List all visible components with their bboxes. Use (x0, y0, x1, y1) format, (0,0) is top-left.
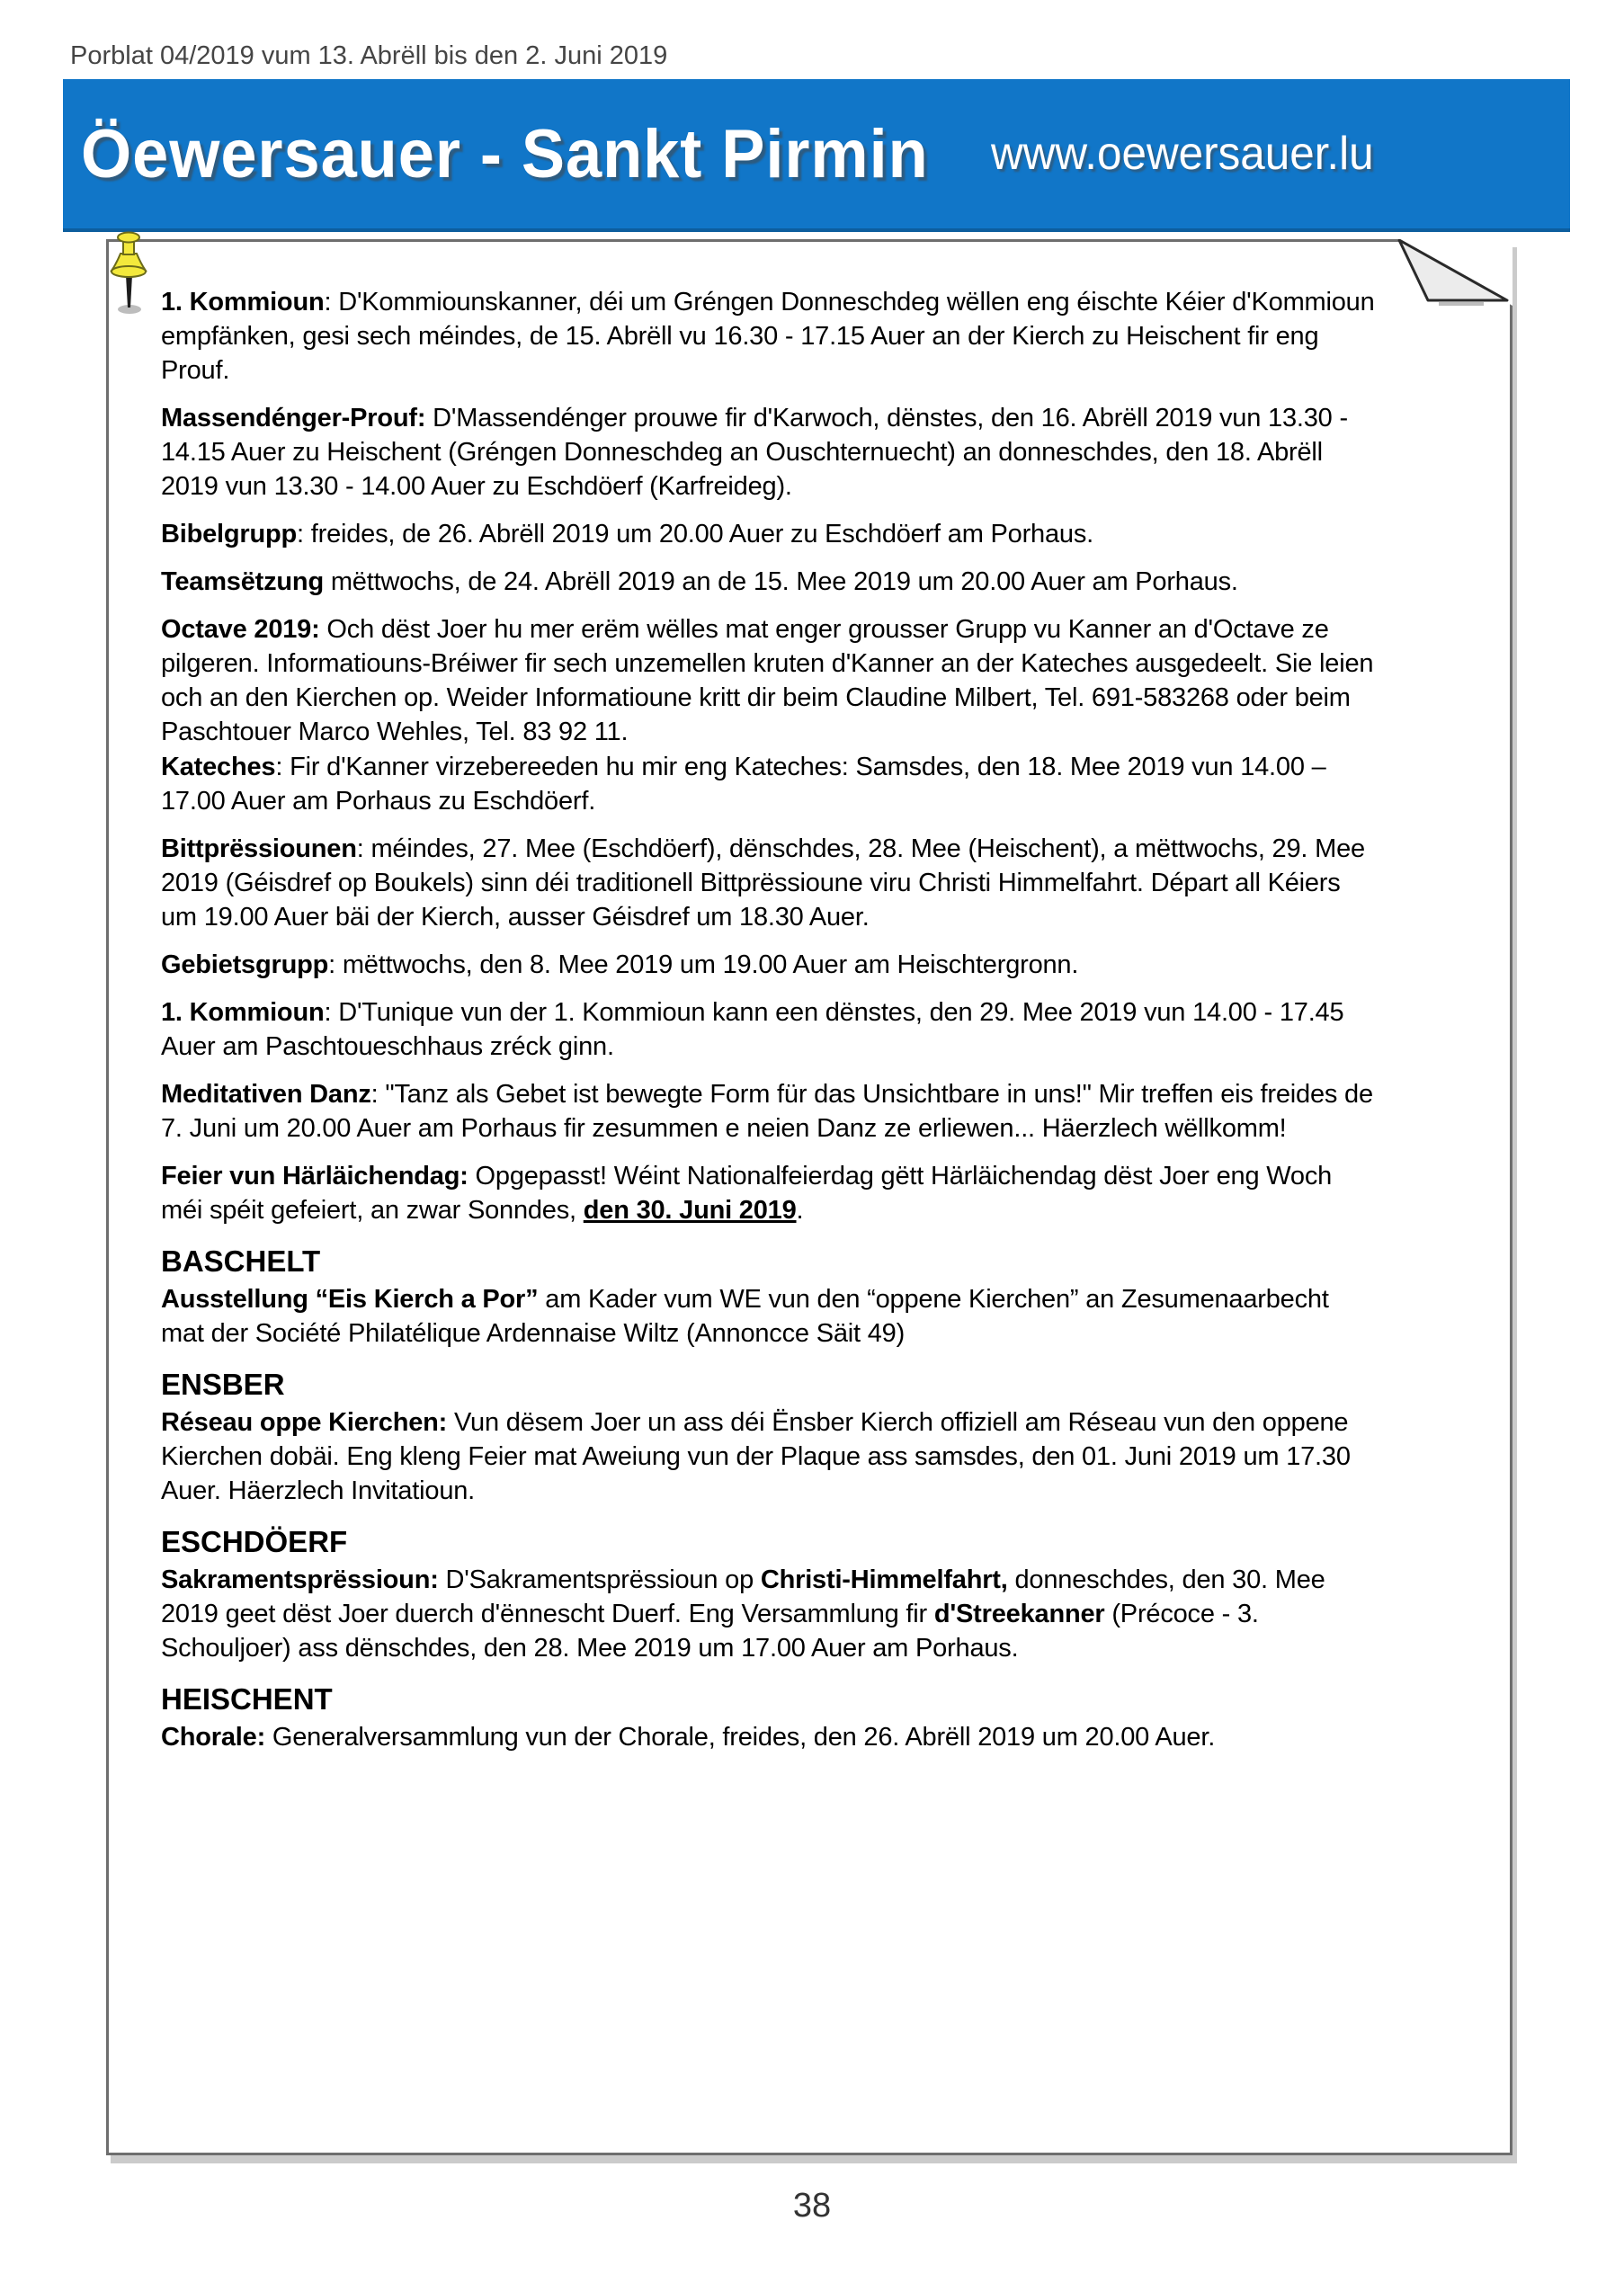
folded-corner-icon (1397, 239, 1512, 306)
parish-banner (63, 79, 1570, 232)
paragraph (161, 285, 1375, 388)
paragraph-label: Bibelgrupp (161, 520, 298, 548)
paragraph-label: Bittprëssiounen (161, 834, 357, 863)
paragraph (161, 401, 1375, 504)
paragraph (161, 750, 1375, 818)
paragraph-text: mëttwochs, de 24. Abrëll 2019 an de 15. Mee 2019 um 20.00 Auer am Porhaus. (323, 567, 1238, 596)
bulletin-header: Porblat 04/2019 vum 13. Abrëll bis den 2. Juni 2019 (70, 41, 668, 70)
announcements-note (106, 239, 1512, 2155)
paragraph-label: Meditativen Danz (161, 1080, 371, 1109)
paragraph (161, 948, 1375, 982)
parish-banner-title: Öewersauer - Sankt Pirmin (81, 115, 929, 192)
paragraph (161, 1720, 1375, 1754)
paragraph (161, 1159, 1375, 1227)
paragraph-text: Generalversammlung vun der Chorale, freides, den 26. Abrëll 2019 um 20.00 Auer. (265, 1723, 1216, 1752)
parish-banner-url: www.oewersauer.lu (991, 128, 1374, 180)
paragraph-label: Sakramentsprëssioun: (161, 1565, 439, 1594)
paragraph (161, 995, 1375, 1064)
paragraph-text: Opgepasst! Wéint Nationalfeierdag gëtt Härläichendag dëst Joer eng Woch méi spéit gefeiert, an zwar Sonndes, (161, 1162, 1333, 1225)
note-paragraphs (161, 285, 1375, 1754)
paragraph (161, 1077, 1375, 1146)
paragraph-label: Teamsëtzung (161, 567, 324, 596)
paragraph-label: den 30. Juni 2019 (583, 1196, 797, 1225)
paragraph (161, 1405, 1375, 1508)
paragraph-label: d'Streekanner (933, 1600, 1105, 1628)
paragraph-text: Vun dësem Joer un ass déi Ënsber Kierch offiziell am Réseau vun den oppene Kierchen dobäi. Eng kleng Feier mat Aweiung vun der Plaque ass samsdes, den 01. Juni 2019 um 17.30 Auer. Häerzlech Invitatioun. (161, 1408, 1351, 1505)
pushpin-icon (108, 230, 149, 317)
paragraph-text: D'Massendénger prouwe fir d'Karwoch, dënstes, den 16. Abrëll 2019 vun 13.30 - 14.15 Auer zu Heischent (Gréngen Donneschdeg an Ouschternuecht) an donneschdes, den 18. Abrëll 2019 vun 13.30 - 14.00 Auer zu Eschdöerf (Karfreideg). (161, 404, 1348, 501)
paragraph (161, 517, 1375, 551)
paragraph-label: 1. Kommioun (161, 288, 325, 317)
paragraph (161, 565, 1375, 599)
page-number: 38 (792, 2187, 832, 2225)
paragraph-label: Octave 2019: (161, 615, 320, 644)
paragraph-label: Feier vun Härläichendag: (161, 1162, 468, 1191)
paragraph (161, 1282, 1375, 1351)
paragraph-label: Gebietsgrupp (161, 950, 329, 979)
paragraph (161, 612, 1375, 749)
paragraph-text: : mëttwochs, den 8. Mee 2019 um 19.00 Auer am Heischtergronn. (328, 950, 1079, 979)
paragraph-text: Och dëst Joer hu mer erëm wëlles mat enger grousser Grupp vu Kanner an d'Octave ze pilgeren. Informatiouns-Bréiwer fir sech unzemellen kruten d'Kanner an der Kateches ausgedeelt. Sie leien och an den Kierchen op. Weider Informatioune kritt dir beim Claudine Milbert, Tel. 691-583268 oder beim Paschtouer Marco Wehles, Tel. 83 92 11. (161, 615, 1374, 746)
section-heading: ESCHDÖERF (161, 1525, 348, 1558)
paragraph-label: Kateches (161, 753, 276, 781)
section-heading: ENSBER (161, 1368, 285, 1401)
paragraph-text: : D'Kommiounskanner, déi um Gréngen Donneschdeg wëllen eng éischte Kéier d'Kommioun empfänken, gesi sech méindes, de 15. Abrëll vu 16.30 - 17.15 Auer an der Kierch zu Heischent fir eng Prouf. (161, 288, 1375, 385)
paragraph-label: Chorale: (161, 1723, 266, 1752)
section-heading: HEISCHENT (161, 1682, 333, 1716)
paragraph-text: am Kader vum WE vun den “oppene Kierchen” an Zesumenaarbecht mat der Société Philatélique Ardennaise Wiltz (Annoncce Säit 49) (161, 1285, 1329, 1348)
paragraph-text: (Précoce - 3. Schouljoer) ass dënschdes, den 28. Mee 2019 um 17.00 Auer am Porhaus. (161, 1600, 1259, 1663)
paragraph-text: : méindes, 27. Mee (Eschdöerf), dënschdes, 28. Mee (Heischent), a mëttwochs, 29. Mee 2019 (Géisdref op Boukels) sinn déi traditionell Bittprëssioune viru Christi Himmelfahrt. Départ all Kéiers um 19.00 Auer bäi der Kierch, ausser Géisdref um 18.30 Auer. (161, 834, 1365, 932)
paragraph-text: : D'Tunique vun der 1. Kommioun kann een dënstes, den 29. Mee 2019 vun 14.00 - 17.45 Auer am Paschtoueschhaus zréck ginn. (161, 998, 1344, 1061)
section-heading: BASCHELT (161, 1244, 321, 1278)
paragraph-label: Ausstellung “Eis Kierch a Por” (161, 1285, 539, 1314)
paragraph-label: Réseau oppe Kierchen: (161, 1408, 448, 1437)
paragraph-label: 1. Kommioun (161, 998, 325, 1027)
paragraph-text: . (796, 1196, 804, 1225)
paragraph (161, 832, 1375, 934)
paragraph-text: : Fir d'Kanner virzebereeden hu mir eng Kateches: Samsdes, den 18. Mee 2019 vun 14.00 – 17.00 Auer am Porhaus zu Eschdöerf. (161, 753, 1326, 816)
paragraph-text: : "Tanz als Gebet ist bewegte Form für das Unsichtbare in uns!" Mir treffen eis freides de 7. Juni um 20.00 Auer am Porhaus fir zesummen e neien Danz ze erliewen... Häerzlech wëllkomm! (161, 1080, 1373, 1143)
paragraph-text: D'Sakramentsprëssioun op (438, 1565, 761, 1594)
paragraph-text: : freides, de 26. Abrëll 2019 um 20.00 Auer zu Eschdöerf am Porhaus. (297, 520, 1093, 548)
paragraph-label: Christi-Himmelfahrt, (760, 1565, 1008, 1594)
paragraph-label: Massendénger-Prouf: (161, 404, 426, 433)
paragraph (161, 1563, 1375, 1665)
paragraph-text: donneschdes, den 30. Mee 2019 geet dëst Joer duerch d'ënnescht Duerf. Eng Versammlung fir (161, 1565, 1325, 1628)
